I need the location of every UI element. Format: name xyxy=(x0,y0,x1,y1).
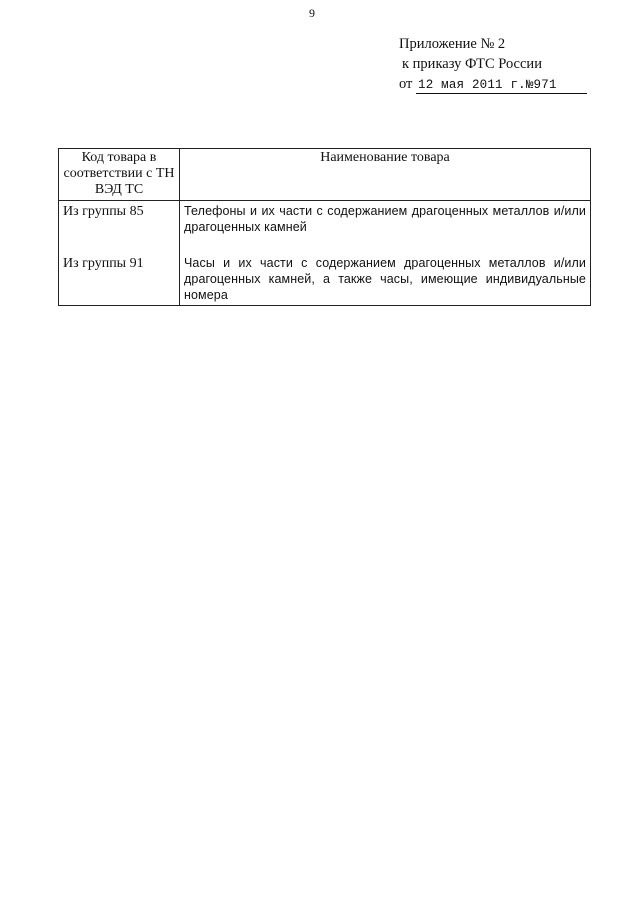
appendix-header xyxy=(399,34,599,94)
row-code: Из группы 85 xyxy=(59,201,180,256)
header-code: Код товара в соответствии с ТН ВЭД ТС xyxy=(59,149,180,201)
order-prefix: от xyxy=(399,76,413,92)
header-name: Наименование товара xyxy=(180,149,591,201)
appendix-title: Приложение № 2 xyxy=(399,36,506,52)
order-date-underline xyxy=(416,76,587,94)
order-date-number: 12 мая 2011 г.№971 xyxy=(418,78,557,92)
table-row xyxy=(59,201,591,256)
row-code: Из группы 91 xyxy=(59,255,180,306)
order-reference: к приказу ФТС России xyxy=(402,56,542,72)
row-name: Часы и их части с содержанием драгоценных металлов и/или драгоценных камней, а также часы, имеющие индивидуальные номера xyxy=(180,255,591,306)
page-number: 9 xyxy=(309,6,315,20)
order-date-line xyxy=(399,74,599,94)
row-name: Телефоны и их части с содержанием драгоценных металлов и/или драгоценных камней xyxy=(180,201,591,256)
table-row xyxy=(59,255,591,306)
goods-table xyxy=(58,148,591,306)
table-header-row xyxy=(59,149,591,201)
